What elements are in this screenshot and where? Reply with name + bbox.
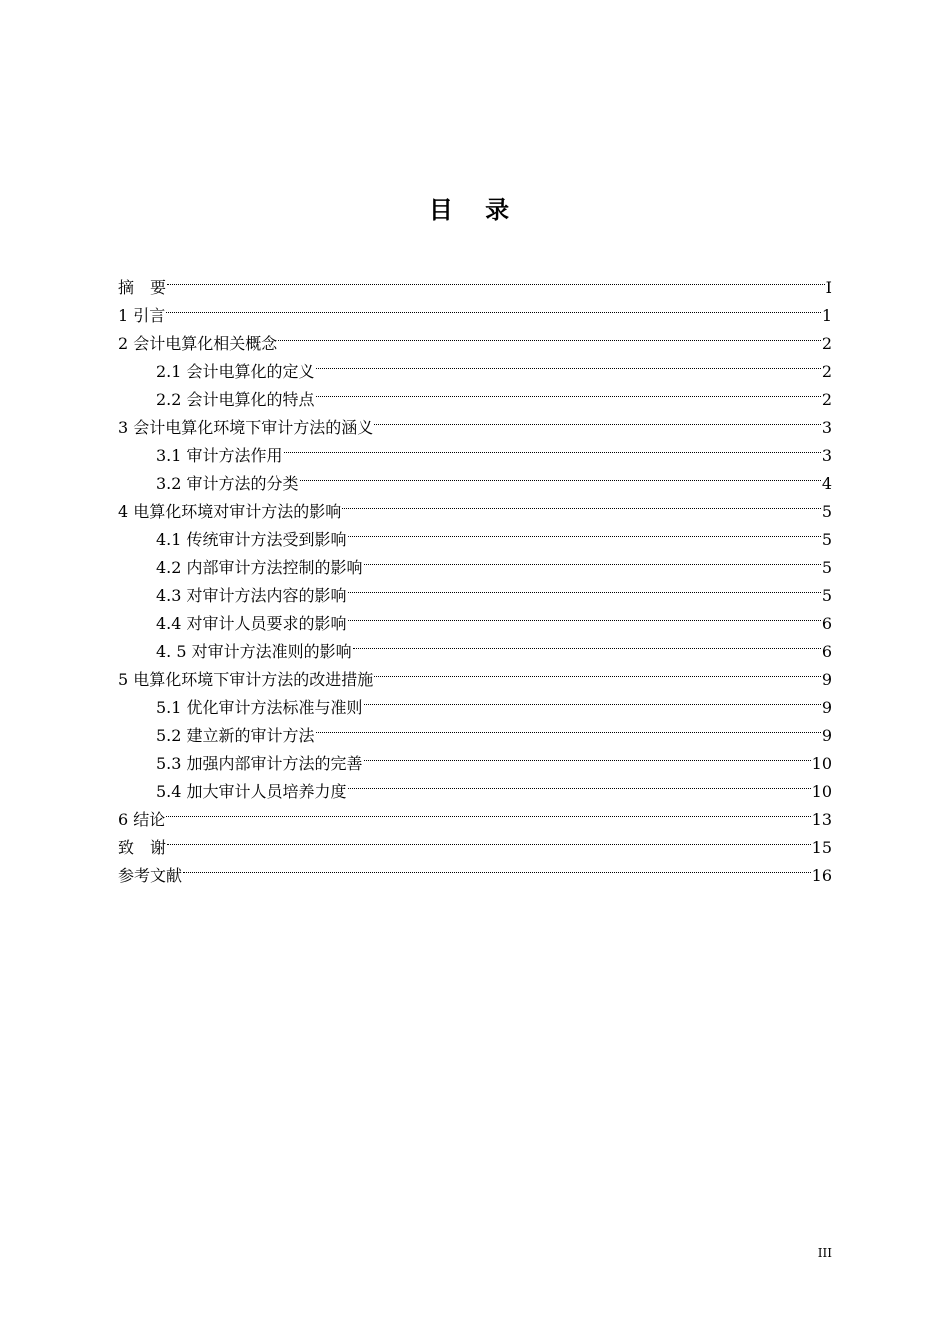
toc-entry-page: 3 [821, 418, 832, 437]
toc-entry-label: 4 电算化环境对审计方法的影响 [118, 502, 342, 521]
toc-entry-label: 4.3 对审计方法内容的影响 [156, 586, 347, 605]
dot-leader [342, 489, 821, 517]
toc-entry-label: 5.3 加强内部审计方法的完善 [156, 754, 363, 773]
toc-entry-acknowledgements[interactable] [118, 825, 832, 857]
toc-entry-label: 6 结论 [118, 810, 166, 829]
dot-leader [278, 321, 821, 349]
toc-entry-page: 1 [821, 306, 832, 325]
dot-leader [284, 433, 821, 461]
dot-leader [364, 741, 811, 769]
dot-leader [316, 377, 821, 405]
dot-leader [316, 713, 821, 741]
toc-entry-label: 3 会计电算化环境下审计方法的涵义 [118, 418, 374, 437]
dot-leader [374, 405, 821, 433]
dot-leader [364, 545, 821, 573]
toc-entry-page: 6 [821, 614, 832, 633]
toc-entry-label: 摘 要 [118, 278, 167, 297]
toc-entry-page: 9 [821, 670, 832, 689]
toc-entry-label: 2.1 会计电算化的定义 [156, 362, 315, 381]
toc-entry-label: 参考文献 [118, 866, 183, 885]
toc-entry-page: 10 [811, 782, 832, 801]
toc-entry-1[interactable] [118, 293, 832, 325]
page-number: III [817, 1246, 832, 1260]
toc-entry-page: 5 [821, 558, 832, 577]
toc-entry-page: 15 [811, 838, 832, 857]
toc-entry-label: 2 会计电算化相关概念 [118, 334, 278, 353]
dot-leader [166, 797, 810, 825]
toc-entry-page: 5 [821, 502, 832, 521]
toc-entry-label: 2.2 会计电算化的特点 [156, 390, 315, 409]
dot-leader [166, 293, 821, 321]
toc-entry-label: 5 电算化环境下审计方法的改进措施 [118, 670, 374, 689]
toc-entry-label: 致 谢 [118, 838, 167, 857]
toc-entry-page: I [825, 278, 832, 297]
toc-entry-page: 2 [821, 334, 832, 353]
dot-leader [348, 517, 821, 545]
toc-entry-abstract[interactable] [118, 265, 832, 297]
toc-entry-label: 4.2 内部审计方法控制的影响 [156, 558, 363, 577]
toc-entry-6[interactable] [118, 797, 832, 829]
toc-entry-label: 5.1 优化审计方法标准与准则 [156, 698, 363, 717]
dot-leader [348, 573, 821, 601]
toc-entry-label: 4.1 传统审计方法受到影响 [156, 530, 347, 549]
dot-leader [183, 853, 811, 881]
toc-entry-label: 1 引言 [118, 306, 166, 325]
toc-entry-references[interactable] [118, 853, 832, 885]
toc-entry-page: 3 [821, 446, 832, 465]
toc-entry-2[interactable] [118, 321, 832, 353]
dot-leader [167, 265, 825, 293]
toc-entry-page: 10 [811, 754, 832, 773]
toc-entry-page: 6 [821, 642, 832, 661]
toc-entry-label: 3.1 审计方法作用 [156, 446, 283, 465]
toc-entry-label: 3.2 审计方法的分类 [156, 474, 299, 493]
toc-entry-label: 5.2 建立新的审计方法 [156, 726, 315, 745]
toc-entry-label: 4.4 对审计人员要求的影响 [156, 614, 347, 633]
toc-entry-page: 5 [821, 530, 832, 549]
dot-leader [348, 601, 821, 629]
dot-leader [167, 825, 811, 853]
toc-entry-page: 9 [821, 698, 832, 717]
toc-entry-page: 4 [821, 474, 832, 493]
toc-entry-page: 2 [821, 390, 832, 409]
toc-entry-label: 5.4 加大审计人员培养力度 [156, 782, 347, 801]
dot-leader [353, 629, 821, 657]
toc-entry-page: 16 [811, 866, 832, 885]
toc-entry-page: 9 [821, 726, 832, 745]
toc-title: 目 录 [428, 195, 522, 224]
dot-leader [374, 657, 821, 685]
dot-leader [316, 349, 821, 377]
toc-entry-page: 13 [811, 810, 832, 829]
toc-entry-page: 5 [821, 586, 832, 605]
dot-leader [364, 685, 821, 713]
toc-entry-page: 2 [821, 362, 832, 381]
dot-leader [300, 461, 821, 489]
dot-leader [348, 769, 811, 797]
toc-entry-label: 4. 5 对审计方法准则的影响 [156, 642, 352, 661]
toc-list [118, 265, 832, 885]
